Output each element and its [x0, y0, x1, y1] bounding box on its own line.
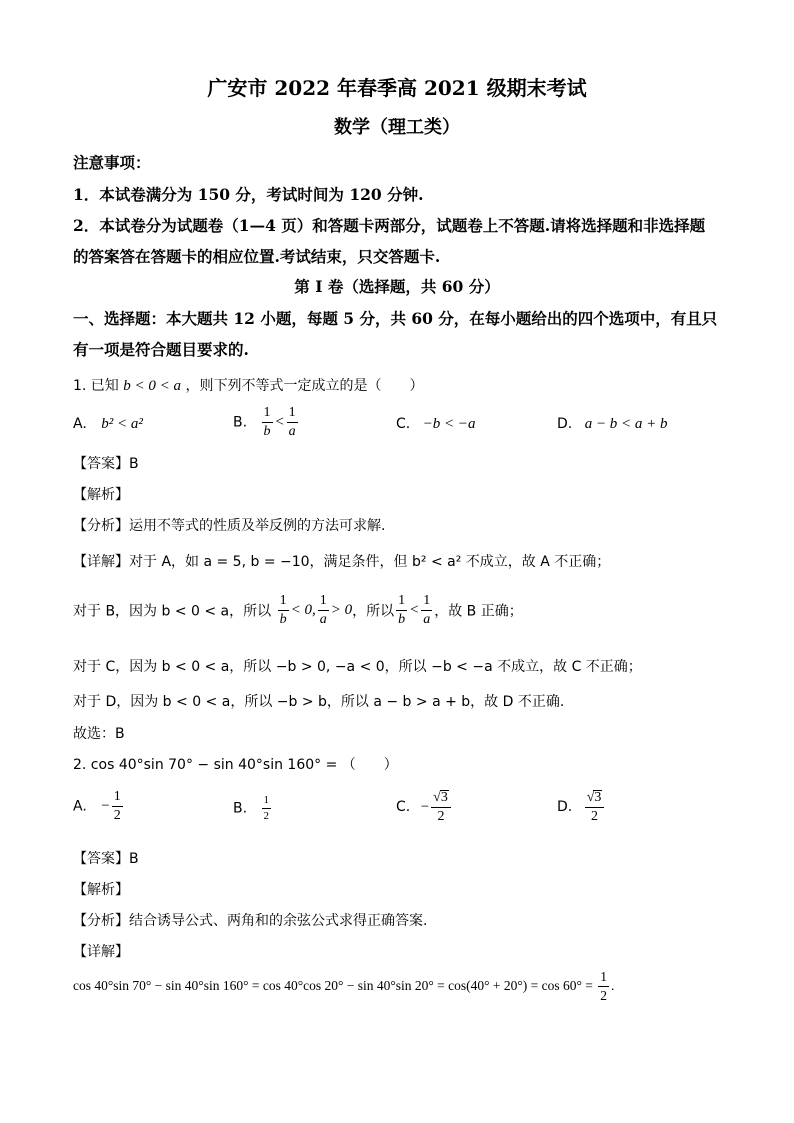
q1-stem: [73, 375, 423, 395]
q1-option-c: [396, 416, 476, 433]
q1-detail-2: 对于 B，因为 b < 0 < a，所以 $\frac{1}{b}$ < 0, $\frac{1}{a}$ > 0，所以 $\frac{1}{b}$ < $\frac{1}{a}$ ，故 B 正确；: [73, 593, 523, 627]
q2-option-c: C. − $\frac{√3}{2}$: [396, 790, 453, 824]
page-title: 广安市 2022 年春季高 2021 级期末考试: [207, 76, 587, 100]
q2-analysis-tag: 【解析】: [73, 882, 129, 898]
q2-stem: 2. cos 40°sin 70° − sin 40°sin 160° = （ ）: [73, 757, 398, 773]
notes-heading: 注意事项：: [73, 153, 151, 172]
q1-detail-1: 【详解】对于 A，如 a = 5, b = −10，满足条件，但 b² < a² 不成立，故 A 不正确；: [73, 554, 611, 570]
option-label: A.: [73, 416, 87, 432]
notes-item-2-line-2: 的答案答在答题卡的相应位置.考试结束，只交答题卡.: [73, 247, 441, 266]
option-text: −b < −a: [422, 416, 476, 432]
fraction-1-over-2: $\frac{1}{2}$: [600, 969, 608, 1003]
fraction-1-over-a: $\frac{1}{a}$: [319, 593, 327, 627]
fraction-1-over-a: $\frac{1}{a}$: [423, 593, 431, 627]
section-title: 第 I 卷（选择题，共 60 分）: [294, 277, 500, 296]
q1-analysis-tag: 【解析】: [73, 487, 129, 503]
fraction-sqrt3-over-2: $\frac{√3}{2}$: [585, 790, 605, 824]
q2-option-a: A. − $\frac{1}{2}$: [73, 789, 121, 823]
q1-answer: 【答案】B: [73, 456, 139, 472]
q1-detail-4: 对于 D，因为 b < 0 < a，所以 −b > b，所以 a − b > a + b，故 D 不正确.: [73, 694, 565, 710]
section-intro-line-1: 一、选择题：本大题共 12 小题，每题 5 分，共 60 分，在每小题给出的四个选项中，有且只: [73, 309, 718, 328]
q1-option-b: B. $\frac{1}{b}$ < $\frac{1}{a}$: [233, 405, 296, 439]
option-label: C.: [396, 416, 411, 432]
fraction-1-over-2: $\frac{1}{2}$: [263, 794, 270, 822]
fraction-1-over-2: $\frac{1}{2}$: [113, 789, 121, 823]
page-subtitle: 数学（理工类）: [334, 117, 460, 138]
option-label: A.: [73, 798, 87, 815]
notes-item-1: 1．本试卷满分为 150 分，考试时间为 120 分钟.: [73, 185, 424, 204]
fraction-1-over-b: $\frac{1}{b}$: [279, 593, 287, 627]
q2-detail-tag: 【详解】: [73, 944, 129, 960]
q2-fenxi: 【分析】结合诱导公式、两角和的余弦公式求得正确答案.: [73, 913, 428, 929]
q2-option-b: [233, 795, 273, 822]
q2-answer: 【答案】B: [73, 851, 139, 867]
fraction-1-over-b: $\frac{1}{b}$: [263, 405, 271, 439]
section-intro-line-2: 有一项是符合题目要求的.: [73, 340, 249, 359]
q1-option-d: [557, 416, 668, 433]
detail-2-middle: ，所以: [352, 603, 395, 620]
q1-prefix: 1. 已知: [73, 378, 119, 394]
fraction-1-over-b: $\frac{1}{b}$: [398, 593, 406, 627]
detail-2-prefix: 对于 B，因为 b < 0 < a，所以: [73, 603, 272, 620]
q1-option-a: [73, 416, 143, 433]
option-label: B.: [233, 414, 248, 431]
notes-item-2-line-1: 2．本试卷分为试题卷（1—4 页）和答题卡两部分，试题卷上不答题.请将选择题和非选择题: [73, 216, 706, 235]
option-label: D.: [557, 416, 573, 432]
option-label: B.: [233, 800, 248, 817]
q1-condition: b < 0 < a: [123, 378, 182, 394]
q1-detail-3: 对于 C，因为 b < 0 < a，所以 −b > 0, −a < 0，所以 −b < −a 不成立，故 C 不正确；: [73, 659, 642, 675]
option-text: b² < a²: [101, 416, 143, 432]
q2-formula: cos 40°sin 70° − sin 40°sin 160° = cos 40°cos 20° − sin 40°sin 20° = cos(40° + 20°) = cos 60° = $\frac{1}{2}$ .: [73, 969, 615, 1003]
option-label: C.: [396, 799, 411, 815]
q1-fenxi: 【分析】运用不等式的性质及举反例的方法可求解.: [73, 518, 386, 534]
q1-choose: 故选：B: [73, 726, 125, 742]
q1-suffix: ，则下列不等式一定成立的是（ ）: [185, 378, 424, 394]
detail-2-suffix: ，故 B 正确；: [434, 603, 523, 620]
option-text: a − b < a + b: [584, 416, 668, 432]
formula-text: cos 40°sin 70° − sin 40°sin 160° = cos 40°cos 20° − sin 40°sin 20° = cos(40° + 20°) = cos 60° =: [73, 978, 593, 993]
q2-option-d: [557, 790, 606, 824]
fraction-sqrt3-over-2: $\frac{√3}{2}$: [431, 790, 451, 824]
option-label: D.: [557, 799, 573, 815]
fraction-1-over-a: $\frac{1}{a}$: [288, 405, 296, 439]
